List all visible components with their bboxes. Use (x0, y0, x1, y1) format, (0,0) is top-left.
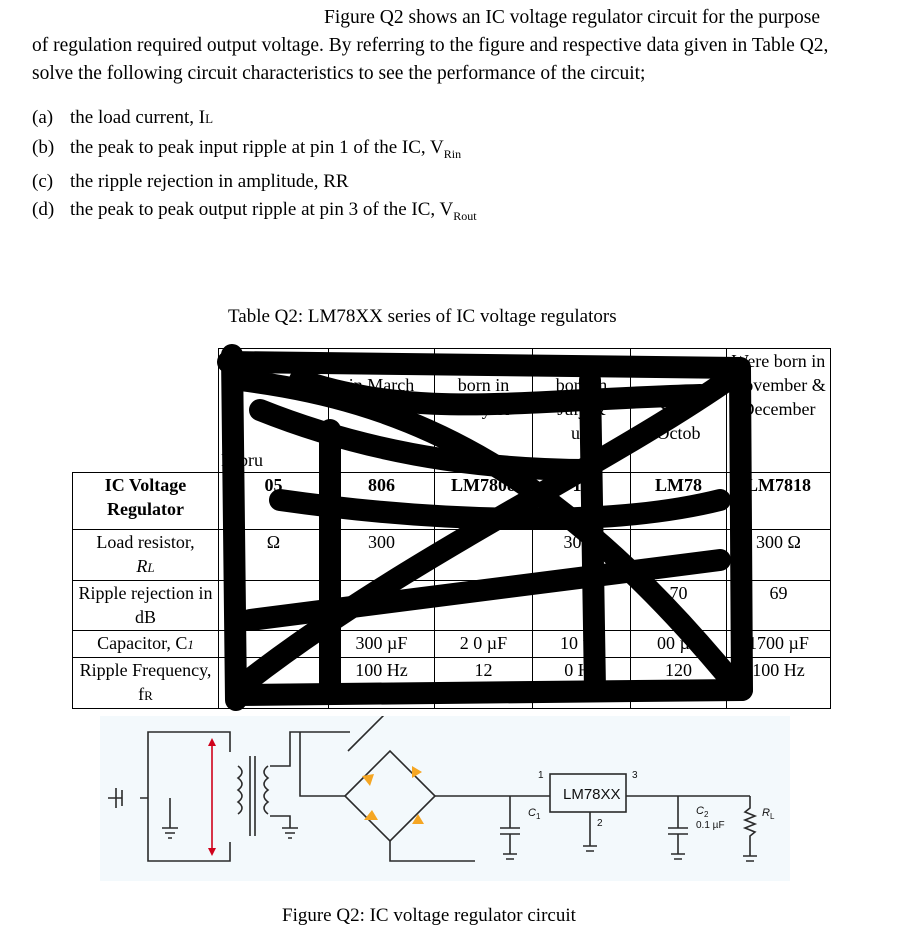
table-row-capacitor: Capacitor, C1 300 µF 2 0 µF 10 µF 00 µF 1700 µF (73, 631, 831, 658)
pin-2-label: 2 (597, 818, 603, 829)
header-col-3: Were born in March (329, 349, 435, 473)
question-b: (b) the peak to peak input ripple at pin 1 of the IC, $V_{Rin}$ (32, 136, 462, 161)
pin-1-label: 1 (538, 770, 544, 781)
intro-line-1: Figure Q2 shows an IC voltage regulator circuit for the purpose (324, 7, 821, 28)
header-col-7: Were born in November & December (727, 349, 831, 473)
svg-text:2: 2 (704, 810, 709, 819)
circuit-diagram (100, 716, 790, 881)
ic-label: LM78XX (563, 786, 621, 803)
header-col-5: born in July & ust (533, 349, 631, 473)
table-row-frequency: Ripple Frequency, fR 100 Hz 12 0 Hz 120 100 Hz (73, 658, 831, 709)
table-header-row (73, 349, 831, 473)
svg-text:L: L (770, 812, 775, 821)
question-d: (d) the peak to peak output ripple at pin 3 of the IC, $V_{Rout}$ (32, 199, 477, 224)
question-c: (c) the ripple rejection in amplitude, RR (32, 170, 349, 192)
header-col-2: Febru (219, 349, 329, 473)
table-row-regulator: IC Voltage Regulator 05 806 LM7808 12 LM78 LM7818 (73, 473, 831, 530)
table-caption: Table Q2: LM78XX series of IC voltage regulators (228, 306, 617, 327)
svg-text:1: 1 (536, 812, 541, 821)
table-row-ripple-rejection: Ripple rejection in dB 72 70 69 (73, 581, 831, 631)
question-list (32, 104, 477, 231)
svg-text:C: C (696, 805, 704, 817)
pin-3-label: 3 (632, 770, 638, 781)
c2-value: 0.1 µF (696, 820, 725, 831)
table-row-load: Load resistor, RL Ω 300 30 Ω 300 Ω (73, 530, 831, 581)
figure-caption: Figure Q2: IC voltage regulator circuit (282, 905, 576, 926)
svg-text:C: C (528, 807, 536, 819)
question-a: (a) the load current, IL (32, 107, 214, 128)
header-col-4: Were born in May & (435, 349, 533, 473)
regulator-table (72, 348, 831, 709)
intro-paragraph (32, 4, 872, 88)
header-col-6: S mb Octob (631, 349, 727, 473)
intro-rest: of regulation required output voltage. By referring to the figure and respective data given in Table Q2, solve the following circuit characteristics to see the performance of the circuit; (32, 35, 829, 84)
svg-text:R: R (762, 807, 770, 819)
